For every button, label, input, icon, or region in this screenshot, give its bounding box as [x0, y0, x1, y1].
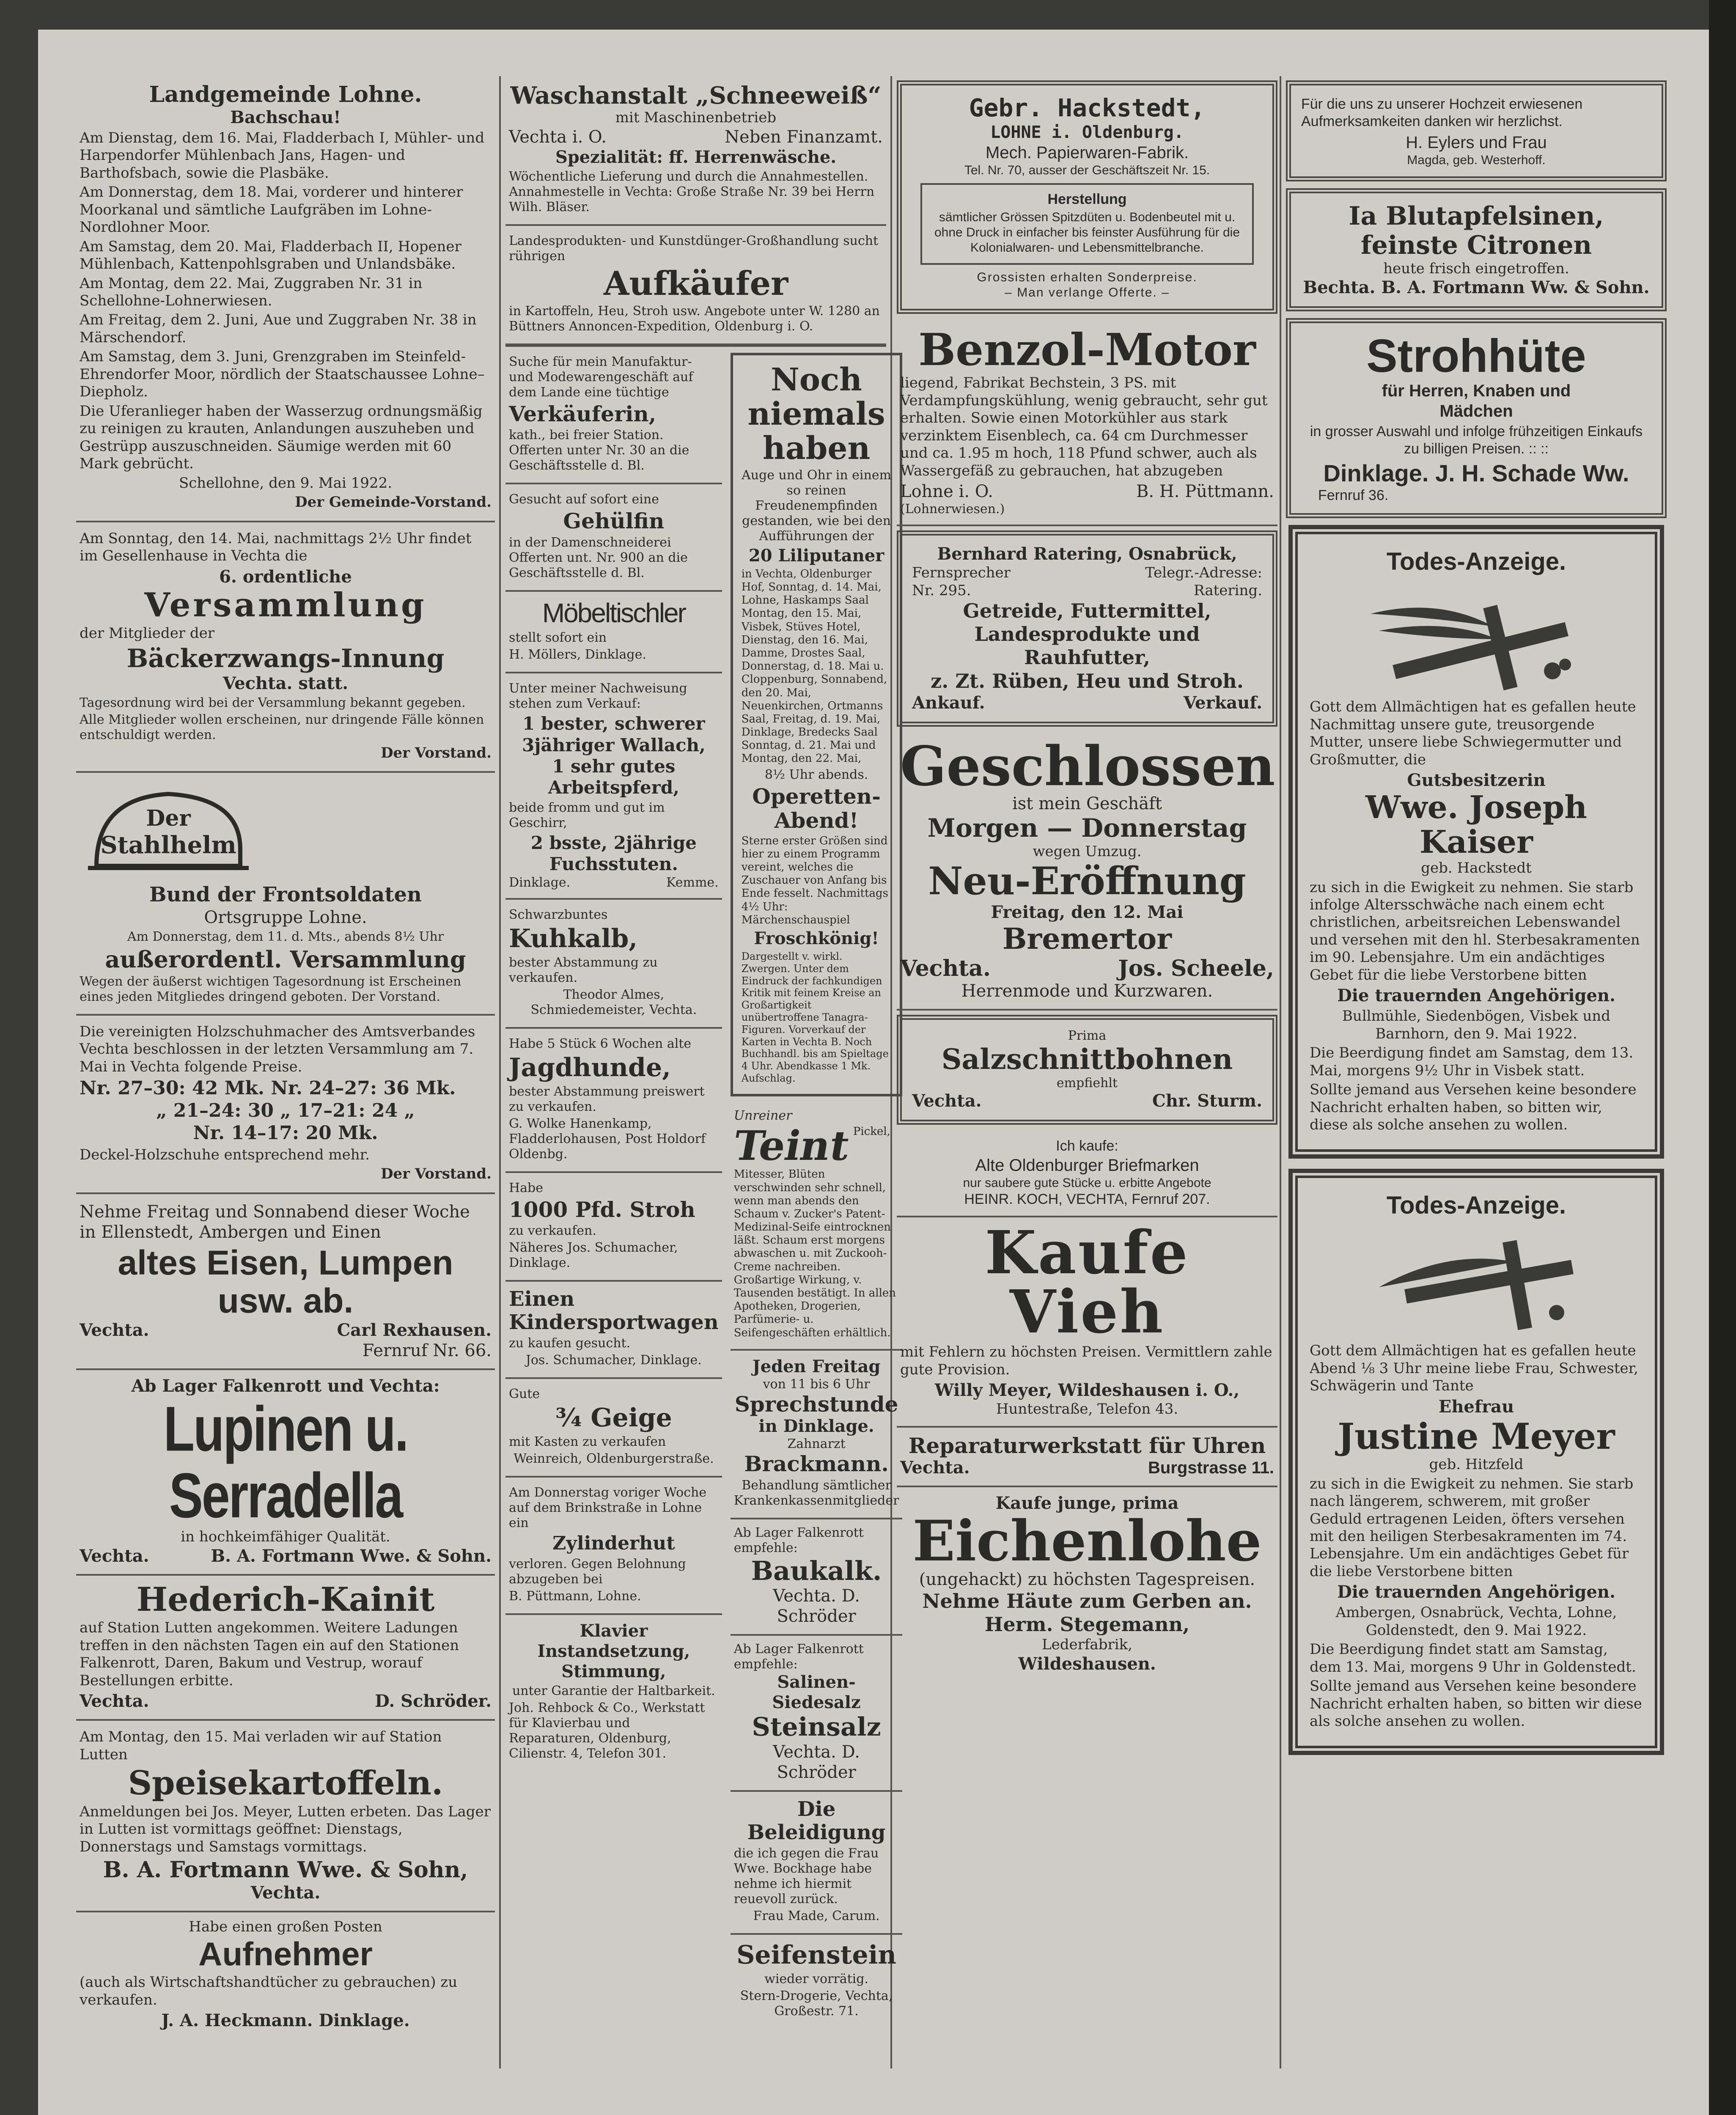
ad-heading: Bäckerzwangs-Innung: [126, 643, 445, 673]
cross-palm-icon: [1354, 1224, 1599, 1338]
ad-liliputaner: [731, 353, 903, 1096]
ad-text: Ab Lager Falkenrott empfehle:: [733, 1525, 864, 1555]
ad-text: Pickel, Mitesser, Blüten verschwinden sehr schnell, wenn man abends den Schaum v. Zucker's Patent-Medizinal-Seife eintrocknen läßt. Schaum erst morgens abwaschen u. mit Zuckooh-Creme nachreiben. Großartige Wirkung, v. Tausenden bestätigt. In allen Apotheken, Drogerien, Parfümerie- u. Seifengeschäften erhältlich.: [733, 1125, 896, 1339]
ad-place: Vechta.: [900, 955, 991, 981]
ad-heading: Jeden Freitag: [752, 1356, 881, 1376]
price-line: Nr. 27–30: 42 Mk. Nr. 24–27: 36 Mk.: [80, 1077, 456, 1099]
ad-signature: Der Vorstand.: [381, 1165, 492, 1183]
ad-text: Sterne erster Größen sind hier zu einem Programm vereint, welches die Zuschauer von Anfang bis Ende fesselt. Nachmittags 4½ Uhr: Märchenschauspiel: [741, 834, 889, 926]
logo-text: Der: [146, 805, 191, 832]
ad-heading: Bremertor: [1002, 922, 1172, 956]
column-2-split: [505, 347, 899, 2029]
ad-signature: Dinklage. J. H. Schade Ww.: [1323, 459, 1629, 486]
ad-date: Schellohne, den 9. Mai 1922.: [179, 474, 393, 492]
ad-text: Telegr.-Adresse:: [1145, 564, 1262, 582]
ad-heading: Lupinen u. Serradella: [163, 1393, 408, 1531]
ad-text: Habe: [509, 1180, 544, 1195]
ad-uhren: [897, 1428, 1277, 1488]
ad-subtitle: Bachschau!: [230, 107, 341, 127]
ad-hederich: [76, 1576, 495, 1721]
ad-signature: Jos. Schumacher, Dinklage.: [525, 1353, 702, 1368]
ad-heading: Speisekartoffeln.: [128, 1764, 443, 1803]
ad-signature: Vechta. D. Schröder: [773, 1586, 860, 1626]
ad-text: zu sich in die Ewigkeit zu nehmen. Sie starb infolge Altersschwäche nach einem echt christlichen, arbeitsreichen Lebenswandel und versehen mit den hl. Sterbesakramenten im 90. Lebensjahre. Um ein andächtiges Gebet für die liebe Verstorbene bitten: [1310, 879, 1640, 983]
ad-heading: Steinsalz: [752, 1712, 881, 1742]
ad-speisekartoffeln: [76, 1721, 495, 1912]
ad-kindersportwagen: [505, 1282, 722, 1379]
ad-text: Die vereinigten Holzschuhmacher des Amtsverbandes Vechta beschlossen in der letzten Versammlung am 7. Mai in Vechta folgende Preise.: [80, 1023, 475, 1075]
ad-text: Wöchentliche Lieferung und durch die Annahmestellen. Annahmestelle in Vechta: Große Straße Nr. 39 bei Herrn Wilh. Bläser.: [509, 169, 875, 214]
ad-heading: Todes-Anzeige.: [1386, 547, 1566, 575]
ad-text: ist mein Geschäft: [1012, 794, 1162, 813]
ad-verkaeuferin: [505, 347, 722, 485]
ad-heading: Aufnehmer: [198, 1935, 373, 1972]
ad-hackstedt: [897, 80, 1277, 314]
ad-signature: Die trauernden Angehörigen.: [1337, 986, 1615, 1006]
ad-signature: Der Gemeinde-Vorstand.: [295, 494, 492, 511]
ad-text: Schwarzbuntes: [509, 907, 608, 922]
ad-signature: B. A. Fortmann Wwe. & Sohn,: [103, 1857, 468, 1883]
ad-signature: Carl Rexhausen.: [337, 1320, 492, 1340]
ad-signature: Joh. Rehbock & Co., Werkstatt für Klavierbau und Reparaturen, Oldenburg, Cilienstr. 4, Telefon 301.: [509, 1700, 705, 1761]
ad-text: Tagesordnung wird bei der Versammlung bekannt gegeben.: [80, 695, 466, 710]
ad-heading: außerordentl. Versammlung: [105, 945, 466, 973]
ad-text: beide fromm und gut im Geschirr,: [509, 800, 665, 830]
ad-text: kath., bei freier Station. Offerten unter Nr. 30 an die Geschäftsstelle d. Bl.: [509, 428, 689, 473]
ad-phone: Nr. 295.: [912, 582, 971, 599]
ad-text: in Kartoffeln, Heu, Stroh usw. Angebote unter W. 1280 an Büttners Annoncen-Expedition, Oldenburg i. O.: [509, 303, 880, 334]
ad-lupinen: [76, 1370, 495, 1575]
ad-heading: Salinen-Siedesalz: [772, 1672, 861, 1713]
ad-text: in Dinklage.: [758, 1416, 874, 1437]
ad-heading: Baukalk.: [751, 1555, 882, 1586]
ad-text: Habe 5 Stück 6 Wochen alte: [509, 1036, 692, 1051]
page-edge-shadow: [1709, 0, 1736, 2115]
column-1: [76, 76, 495, 2068]
ad-gehuelfin: [505, 484, 722, 592]
ad-heading: 1 sehr gutes Arbeitspferd,: [548, 756, 679, 798]
ad-zylinderhut: [505, 1478, 722, 1615]
ad-heading: usw. ab.: [217, 1281, 354, 1320]
column-3: [897, 76, 1277, 2068]
ad-text: Die Beerdigung findet am Samstag, dem 13. Mai, morgens 9½ Uhr in Visbek statt.: [1310, 1044, 1634, 1079]
ad-signature: Weinreich, Oldenburgerstraße.: [514, 1451, 714, 1467]
ad-text: Ortsgruppe Lohne.: [204, 907, 367, 927]
ad-heading: z. Zt. Rüben, Heu und Stroh.: [931, 669, 1244, 692]
ad-signature: Chr. Sturm.: [1152, 1091, 1262, 1111]
ad-heading: Bund der Frontsoldaten: [149, 883, 422, 907]
ad-signature: Kemme.: [666, 875, 719, 890]
ad-stahlhelm: [76, 773, 495, 1016]
ad-kuhkalb: [505, 900, 722, 1029]
ad-danksagung: [1286, 80, 1667, 181]
ad-text: Burgstrasse 11.: [1148, 1459, 1274, 1478]
ad-text: Freitag, den 12. Mai: [991, 902, 1184, 923]
ad-text: 8½ Uhr abends.: [764, 767, 868, 782]
column-2: [505, 76, 899, 2068]
ad-heading: Salzschnittbohnen: [941, 1043, 1233, 1076]
ad-heading: Waschanstalt „Schneeweiß“: [510, 82, 882, 110]
ad-heading: Klavier Instandsetzung, Stimmung,: [537, 1621, 690, 1682]
ad-text: zu verkaufen.: [509, 1223, 596, 1239]
ad-text: wieder vorrätig.: [764, 1972, 868, 1987]
ad-heading: Möbeltischler: [542, 597, 685, 628]
ad-heading: Noch niemals haben: [747, 361, 885, 467]
ad-text: Lederfabrik,: [1042, 1636, 1132, 1654]
ad-heading: Gehülfin: [563, 508, 665, 534]
ad-text: Fernsprecher: [912, 564, 1011, 582]
ad-signature: B. A. Fortmann Wwe. & Sohn.: [211, 1546, 492, 1566]
column-2b: [731, 347, 903, 2029]
ad-heading: Aufkäufer: [603, 264, 788, 303]
ad-heading: Seifenstein: [736, 1940, 897, 1970]
ad-text: Gott dem Allmächtigen hat es gefallen heute Nachmittag unsere gute, treusorgende Mutter, unsere liebe Schwiegermutter und Großmutter, die: [1310, 698, 1636, 768]
ad-ratering: [897, 530, 1277, 727]
ad-phone: Tel. Nr. 70, ausser der Geschäftszeit Nr. 15.: [964, 163, 1210, 177]
ad-signature: Theodor Almes, Schmiedemeister, Vechta.: [530, 987, 697, 1017]
ad-text: Behandlung sämtlicher Krankenkassenmitglieder: [733, 1478, 899, 1508]
ad-text: Ambergen, Osnabrück, Vechta, Lohne, Goldenstedt, den 9. Mai 1922.: [1335, 1604, 1617, 1639]
ad-heading: Neu-Eröffnung: [928, 859, 1246, 904]
logo-text: Stahlhelm: [100, 831, 236, 860]
ad-heading: Strohhüte: [1366, 330, 1586, 382]
ad-salzschnittbohnen: [897, 1015, 1277, 1125]
ad-heading: Brackmann.: [744, 1451, 889, 1477]
column-2-left: [505, 226, 886, 345]
ad-heading: Froschkönig!: [754, 928, 879, 948]
ad-title: Landgemeinde Lohne.: [149, 82, 422, 107]
ad-heading: altes Eisen, Lumpen: [118, 1243, 453, 1282]
ad-text: Am Donnerstag, dem 18. Mai, vorderer und hinterer Moorkanal und sämtliche Laufgräben im Lohne-Nordlohner Moor.: [80, 184, 463, 236]
ad-text: Deckel-Holzschuhe entsprechend mehr.: [80, 1146, 370, 1163]
ad-place: Vechta.: [900, 1458, 970, 1478]
ad-benzolmotor: [897, 321, 1277, 526]
ad-place: Dinklage.: [509, 875, 571, 890]
ad-text: heute frisch eingetroffen.: [1383, 260, 1569, 277]
ad-signature: Herm. Stegemann,: [984, 1613, 1190, 1636]
ad-alteisen: [76, 1194, 495, 1370]
ad-text: zu sich in die Ewigkeit zu nehmen. Sie starb nach längerem, schwerem, mit großer Geduld ertragenen Leiden, öfters versehen mit den heiligen Sterbesakramenten im 74. Lebensjahre. Um ein andächtiges Gebet für die liebe Verstorbene bitten: [1310, 1475, 1634, 1580]
ad-place: Lohne i. O.: [900, 482, 993, 502]
ad-text: Gutsbesitzerin: [1407, 770, 1546, 791]
ad-text: (Lohnerwiesen.): [900, 502, 1005, 517]
ad-seifenstein: [731, 1935, 903, 2028]
ad-text: Ratering.: [1193, 582, 1262, 599]
ad-steinsalz: [731, 1636, 903, 1792]
ad-umzug: [897, 733, 1277, 1011]
ad-heading: 1000 Pfd. Stroh: [509, 1197, 695, 1222]
ad-signature: B. Püttmann, Lohne.: [509, 1589, 641, 1604]
ad-text: mit Kasten zu verkaufen: [509, 1434, 666, 1450]
ad-text: Magda, geb. Westerhoff.: [1407, 153, 1546, 167]
obituary-meyer: [1288, 1169, 1664, 1755]
ad-text: der Mitglieder der: [80, 625, 215, 642]
ad-signature: B. H. Püttmann.: [1136, 482, 1274, 502]
ad-signature: H. Möllers, Dinklage.: [509, 647, 646, 662]
ad-heading: Todes-Anzeige.: [1386, 1191, 1566, 1219]
ad-heading: ¾ Geige: [555, 1403, 672, 1433]
ad-beleidigung: [731, 1792, 903, 1935]
column-2-split: [505, 226, 886, 347]
ad-apfelsinen: [1286, 188, 1667, 311]
ad-place: Vechta.: [80, 1320, 149, 1340]
ad-heading: Reparaturwerkstatt für Uhren: [908, 1433, 1266, 1458]
ad-signature: Frau Made, Carum.: [753, 1909, 880, 1924]
ad-text: Am Freitag, dem 2. Juni, Aue und Zuggraben Nr. 38 in Märschendorf.: [80, 311, 477, 346]
ad-heading: 1 bester, schwerer 3jähriger Wallach,: [522, 713, 706, 755]
ad-heading: 20 Liliputaner: [748, 545, 884, 566]
ad-text: Die Uferanlieger haben der Wasserzug ordnungsmäßig zu reinigen zu krauten, Anlandungen auszuheben und Gestrüpp auszuschneiden. Säumige werden mit 60 Mark gebrücht.: [80, 402, 483, 472]
obituary-kaiser: [1288, 525, 1664, 1159]
ad-text: von 11 bis 6 Uhr: [763, 1376, 870, 1392]
ad-heading: Gebr. Hackstedt,: [969, 93, 1206, 122]
ad-text: in der Damenschneiderei Offerten unt. Nr. 900 an die Geschäftsstelle d. Bl.: [509, 535, 688, 580]
price-line: „ 21–24: 30 „ 17–21: 24 „: [156, 1100, 415, 1122]
ad-text: – Man verlange Offerte. –: [1005, 286, 1170, 300]
ad-signature: Die trauernden Angehörigen.: [1337, 1582, 1615, 1602]
ad-klavier: [505, 1615, 722, 1771]
ad-signature: Jos. Scheele,: [1118, 955, 1274, 981]
ad-place: Vechta i. O.: [509, 127, 607, 147]
ad-heading: Herstellung: [1047, 191, 1127, 207]
ad-heading: Einen Kindersportwagen: [509, 1287, 719, 1335]
ad-heading: Getreide, Futtermittel,: [963, 599, 1211, 623]
ad-text: Die Beerdigung findet statt am Samstag, dem 13. Mai, morgens 9 Uhr in Goldenstedt.: [1310, 1641, 1636, 1676]
ad-heading: Geschlossen: [900, 734, 1275, 798]
ad-text: geb. Hitzfeld: [1429, 1456, 1524, 1473]
ad-heading: Morgen — Donnerstag: [927, 813, 1247, 843]
ad-heading: Hederich-Kainit: [136, 1580, 435, 1619]
ad-heading: Teint: [729, 1121, 853, 1170]
ad-text: Anmeldungen bei Jos. Meyer, Lutten erbeten. Das Lager in Lutten ist vormittags geöffnet: Dienstags, Donnerstags und Samstags vormittags.: [80, 1803, 491, 1855]
ad-text: in grosser Auswahl und infolge frühzeitigen Einkaufs zu billigen Preisen. :: ::: [1310, 423, 1643, 457]
ad-text: Am Dienstag, dem 16. Mai, Fladderbach I, Mühler- und Harpendorfer Mühlenbach Jans, Hagen- und Barthofsbach, sowie die Plasbäke.: [80, 129, 485, 181]
ad-signature: J. A. Heckmann. Dinklage.: [161, 2011, 410, 2031]
ad-text: in hochkeimfähiger Qualität.: [181, 1528, 390, 1546]
ad-text: nur saubere gute Stücke u. erbitte Angebote: [963, 1176, 1211, 1190]
ad-heading: Alte Oldenburger Briefmarken: [975, 1156, 1199, 1175]
ad-text: 6. ordentliche: [219, 566, 352, 587]
helmet-logo-icon: [80, 781, 257, 879]
ad-text: LOHNE i. Oldenburg.: [990, 122, 1184, 142]
ad-text: auf Station Lutten angekommen. Weitere Ladungen treffen in den nächsten Tagen ein auf den Stationen Falkenrott, Daren, Bakum und Vestrup, worauf Bestellungen erbitte.: [80, 1619, 459, 1689]
ad-signature: G. Wolke Hanenkamp, Fladderlohausen, Post Holdorf Oldenbg.: [509, 1116, 706, 1162]
ad-text: Zahnarzt: [787, 1437, 846, 1452]
column-4: [1286, 76, 1667, 2068]
ad-text: Am Samstag, dem 20. Mai, Fladderbach II, Hopener Mühlenbach, Kattenpohlsgraben und Unlandsbäke.: [80, 238, 461, 273]
ad-text: geb. Hackstedt: [1421, 860, 1532, 877]
ad-text: (auch als Wirtschaftshandtücher zu gebrauchen) zu verkaufen.: [80, 1974, 458, 2008]
ad-text: Gute: [509, 1387, 540, 1402]
ad-heading: Landesprodukte und Rauhfutter,: [974, 623, 1200, 669]
ad-text: Am Samstag, dem 3. Juni, Grenzgraben im Steinfeld-Ehrendorfer Moor, nördlich der Staatschaussee Lohne–Diepholz.: [80, 348, 485, 401]
ad-signature: Vechta. D. Schröder: [773, 1742, 860, 1783]
ad-text: wegen Umzug.: [1033, 843, 1142, 860]
ad-phone: Huntestraße, Telefon 43.: [996, 1401, 1178, 1418]
ad-text: Auge und Ohr in einem so reinen Freudenempfinden gestanden, wie bei den Aufführungen der: [742, 467, 892, 544]
ad-text: Landesprodukten- und Kunstdünger-Großhandlung sucht rührigen: [509, 233, 879, 264]
ad-text: (ungehackt) zu höchsten Tagespreisen.: [919, 1570, 1255, 1590]
ad-wallach: [505, 673, 722, 899]
ad-text: Alle Mitglieder wollen erscheinen, nur dringende Fälle können entschuldigt werden.: [80, 712, 484, 742]
ad-heading: Spezialität: ff. Herrenwäsche.: [555, 147, 837, 167]
ad-text: Ehefrau: [1438, 1396, 1514, 1417]
column-rule: [1280, 76, 1281, 2068]
ad-text: Am Donnerstag, dem 11. d. Mts., abends 8½ Uhr: [127, 929, 444, 944]
ad-text: Sollte jemand aus Versehen keine besondere Nachricht erhalten haben, so bitten wir, diese als solche ansehen zu wollen.: [1310, 1081, 1637, 1134]
ad-text: in Vechta, Oldenburger Hof, Sonntag, d. 14. Mai, Lohne, Haskamps Saal Montag, den 15. Mai, Visbek, Stüves Hotel, Dienstag, den 16. Mai, Damme, Drostes Saal, Donnerstag, d. 18. Mai u. Cloppenburg, Sonnabend, den 20. Mai, Neuenkirchen, Ortmanns Saal, Freitag, d. 19. Mai, Dinklage, Bredecks Saal Sonntag, d. 21. Mai und Montag, den 22. Mai,: [741, 567, 887, 765]
column-rule: [499, 76, 501, 2068]
ad-teint: [731, 1102, 903, 1351]
ad-text: verloren. Gegen Belohnung abzugeben bei: [509, 1557, 686, 1587]
ad-signature: Willy Meyer, Wildeshausen i. O.,: [934, 1380, 1240, 1401]
ad-text: Unreiner: [733, 1108, 792, 1123]
ad-heading: Eichenlohe: [912, 1508, 1262, 1574]
ad-text: für Herren, Knaben und: [1382, 381, 1571, 400]
ad-kaufe-vieh: [897, 1217, 1277, 1427]
ad-signature: Der Vorstand.: [381, 744, 492, 761]
ad-signature: HEINR. KOCH, VECHTA, Fernruf 207.: [964, 1191, 1210, 1207]
ad-bachschau: [76, 76, 495, 522]
ad-heading: feinste Citronen: [1360, 230, 1592, 260]
ad-heading: Sprechstunde: [734, 1391, 898, 1417]
ad-heading: Verkäuferin,: [509, 401, 656, 426]
ad-text: Herrenmode und Kurzwaren.: [961, 981, 1213, 1001]
ad-signature: Bechta. B. A. Fortmann Ww. & Sohn.: [1303, 277, 1650, 298]
ad-briefmarken: [897, 1132, 1277, 1217]
ad-eichenlohe: [897, 1487, 1277, 1682]
ad-text: Wegen der äußerst wichtigen Tagesordnung ist Erscheinen eines jeden Mitgliedes dringend geboten. Der Vorstand.: [80, 974, 461, 1004]
ad-text: liegend, Fabrikat Bechstein, 3 PS. mit Verdampfungskühlung, wenig gebraucht, sehr gut erhalten. Sowie einen Motorkühler aus stark verzinktem Eisenblech, ca. 64 cm Durchmesser und ca. 1.95 m hoch, 118 Pfund schwer, auch als Wassergefäß zu gebrauchen, hat abzugeben: [900, 374, 1268, 479]
ad-text: mit Maschinenbetrieb: [615, 109, 777, 126]
ad-heading: Zylinderhut: [552, 1533, 675, 1555]
ad-baeckerinnung: [76, 522, 495, 773]
ad-text: Suche für mein Manufaktur- und Modewarengeschäft auf dem Lande eine tüchtige: [509, 354, 693, 400]
ad-text: Vechta. statt.: [222, 673, 349, 693]
ad-text: Nehme Freitag und Sonnabend dieser Woche in Ellenstedt, Ambergen und Einen: [80, 1202, 470, 1242]
ad-heading: Die Beleidigung: [747, 1797, 886, 1845]
ad-text: Am Donnerstag voriger Woche auf dem Brinkstraße in Lohne ein: [509, 1485, 707, 1531]
cross-palm-icon: [1354, 580, 1599, 694]
price-line: Nr. 14–17: 20 Mk.: [193, 1122, 378, 1144]
ad-zahnarzt: [731, 1351, 903, 1519]
ad-heading: Bernhard Ratering, Osnabrück,: [937, 544, 1237, 564]
ad-text: Gott dem Allmächtigen hat es gefallen heute Abend ⅛ 3 Uhr meine liebe Frau, Schwester, Schwägerin und Tante: [1310, 1342, 1638, 1395]
ad-text: sämtlicher Grössen Spitzdüten u. Bodenbeutel mit u. ohne Druck in einfacher bis feinster Ausführung für die Kolonialwaren- und Lebensmittelbranche.: [934, 210, 1240, 255]
ad-heading: Kaufe Vieh: [985, 1218, 1189, 1347]
ad-place: Vechta.: [912, 1091, 982, 1111]
ad-strohhuete: [1286, 318, 1667, 518]
ad-text: Grossisten erhalten Sonderpreise.: [977, 270, 1198, 285]
ad-phone: Fernruf Nr. 66.: [362, 1341, 492, 1361]
ad-heading: 2 bsste, 2jährige Fuchsstuten.: [530, 832, 697, 875]
ad-place: Vechta.: [80, 1691, 149, 1711]
ad-heading: Jagdhunde,: [509, 1052, 671, 1082]
ad-place: Wildeshausen.: [1018, 1654, 1156, 1674]
ad-jagdhunde: [505, 1029, 722, 1173]
ad-text: Am Sonntag, den 14. Mai, nachmittags 2½ Uhr findet im Gesellenhause in Vechta die: [80, 530, 472, 565]
ad-waschanstalt: [505, 76, 886, 226]
ad-heading: Benzol-Motor: [918, 324, 1256, 376]
ad-heading: Versammlung: [144, 585, 427, 624]
ad-text: Ab Lager Falkenrott empfehle:: [733, 1642, 864, 1672]
ad-text: Am Montag, dem 22. Mai, Zuggraben Nr. 31 in Schellohne-Lohnerwiesen.: [80, 275, 423, 310]
ad-stroh: [505, 1173, 722, 1282]
ad-aufnehmer: [76, 1912, 495, 2038]
ad-text: unter Garantie der Haltbarkeit.: [512, 1684, 715, 1699]
ad-text: Sollte jemand aus Versehen keine besondere Nachricht erhalten haben, so bitten wir diese als solche ansehen zu wollen.: [1310, 1678, 1642, 1730]
ad-text: Ankauf.: [912, 692, 985, 713]
ad-text: Prima: [1068, 1028, 1107, 1044]
ad-text: Ab Lager Falkenrott und Vechta:: [131, 1376, 440, 1396]
ad-text: zu kaufen gesucht.: [509, 1336, 631, 1351]
ad-text: Verkauf.: [1183, 692, 1262, 713]
ad-signature: H. Eylers und Frau: [1406, 133, 1547, 152]
ad-holzschuhe: [76, 1016, 495, 1194]
ad-heading: Nehme Häute zum Gerben an.: [922, 1590, 1252, 1613]
ad-heading: Ia Blutapfelsinen,: [1349, 201, 1604, 231]
ad-inner-box: [920, 183, 1254, 265]
ad-text: Ich kaufe:: [1056, 1138, 1118, 1154]
ad-text: Mädchen: [1439, 401, 1513, 420]
ad-aufkaeufer: [505, 226, 886, 345]
ad-baukalk: [731, 1519, 903, 1636]
deceased-name: Wwe. Joseph Kaiser: [1365, 789, 1588, 860]
ad-text: Unter meiner Nachweisung stehen zum Verkauf:: [509, 681, 687, 711]
ad-phone: Fernruf 36.: [1318, 487, 1389, 504]
ad-text: Kaufe junge, prima: [995, 1493, 1179, 1513]
ad-text: Dargestellt v. wirkl. Zwergen. Unter dem Eindruck der fachkundigen Kritik mit feinem Kreise an Großartigkeit unübertroffene Tanagra-Figuren. Vorverkauf der Karten in Vechta B. Noch Buchhandl. bis am Spieltage 4 Uhr. Abendkasse 1 Mk. Aufschlag.: [741, 950, 889, 1084]
ad-text: Bullmühle, Siedenbögen, Visbek und Barnhorn, den 9. Mai 1922.: [1342, 1008, 1611, 1042]
ad-heading: Operetten-Abend!: [752, 783, 881, 833]
ad-text: bester Abstammung preiswert zu verkaufen.: [509, 1084, 705, 1114]
ad-text: Gesucht auf sofort eine: [509, 492, 659, 507]
column-2a: [505, 347, 722, 2029]
ad-signature: Näheres Jos. Schumacher, Dinklage.: [509, 1240, 678, 1271]
ad-signature: Stern-Drogerie, Vechta, Großestr. 71.: [740, 1989, 893, 2019]
ad-text: mit Fehlern zu höchsten Preisen. Vermittlern zahle gute Provision.: [900, 1343, 1272, 1378]
ad-heading: Kuhkalb,: [509, 923, 638, 953]
ad-text: die ich gegen die Frau Wwe. Bockhage habe nehme ich hiermit reuevoll zurück.: [733, 1846, 879, 1907]
ad-text: Habe einen großen Posten: [189, 1918, 382, 1936]
ad-text: Für die uns zu unserer Hochzeit erwiesenen Aufmerksamkeiten danken wir herzlichst.: [1301, 96, 1583, 130]
ad-moebeltischler: [505, 592, 722, 674]
ad-text: empfiehlt: [1056, 1076, 1118, 1091]
ad-text: bester Abstammung zu verkaufen.: [509, 955, 658, 985]
ad-place: Vechta.: [80, 1546, 149, 1566]
ad-geige: [505, 1379, 722, 1478]
ad-text: Neben Finanzamt.: [725, 127, 883, 147]
ad-text: Am Montag, den 15. Mai verladen wir auf Station Lutten: [80, 1728, 442, 1763]
ad-place: Vechta.: [250, 1883, 321, 1903]
deceased-name: Justine Meyer: [1338, 1415, 1615, 1457]
ad-text: stellt sofort ein: [509, 630, 607, 645]
ad-text: Mech. Papierwaren-Fabrik.: [985, 143, 1189, 162]
ad-signature: D. Schröder.: [375, 1691, 492, 1711]
